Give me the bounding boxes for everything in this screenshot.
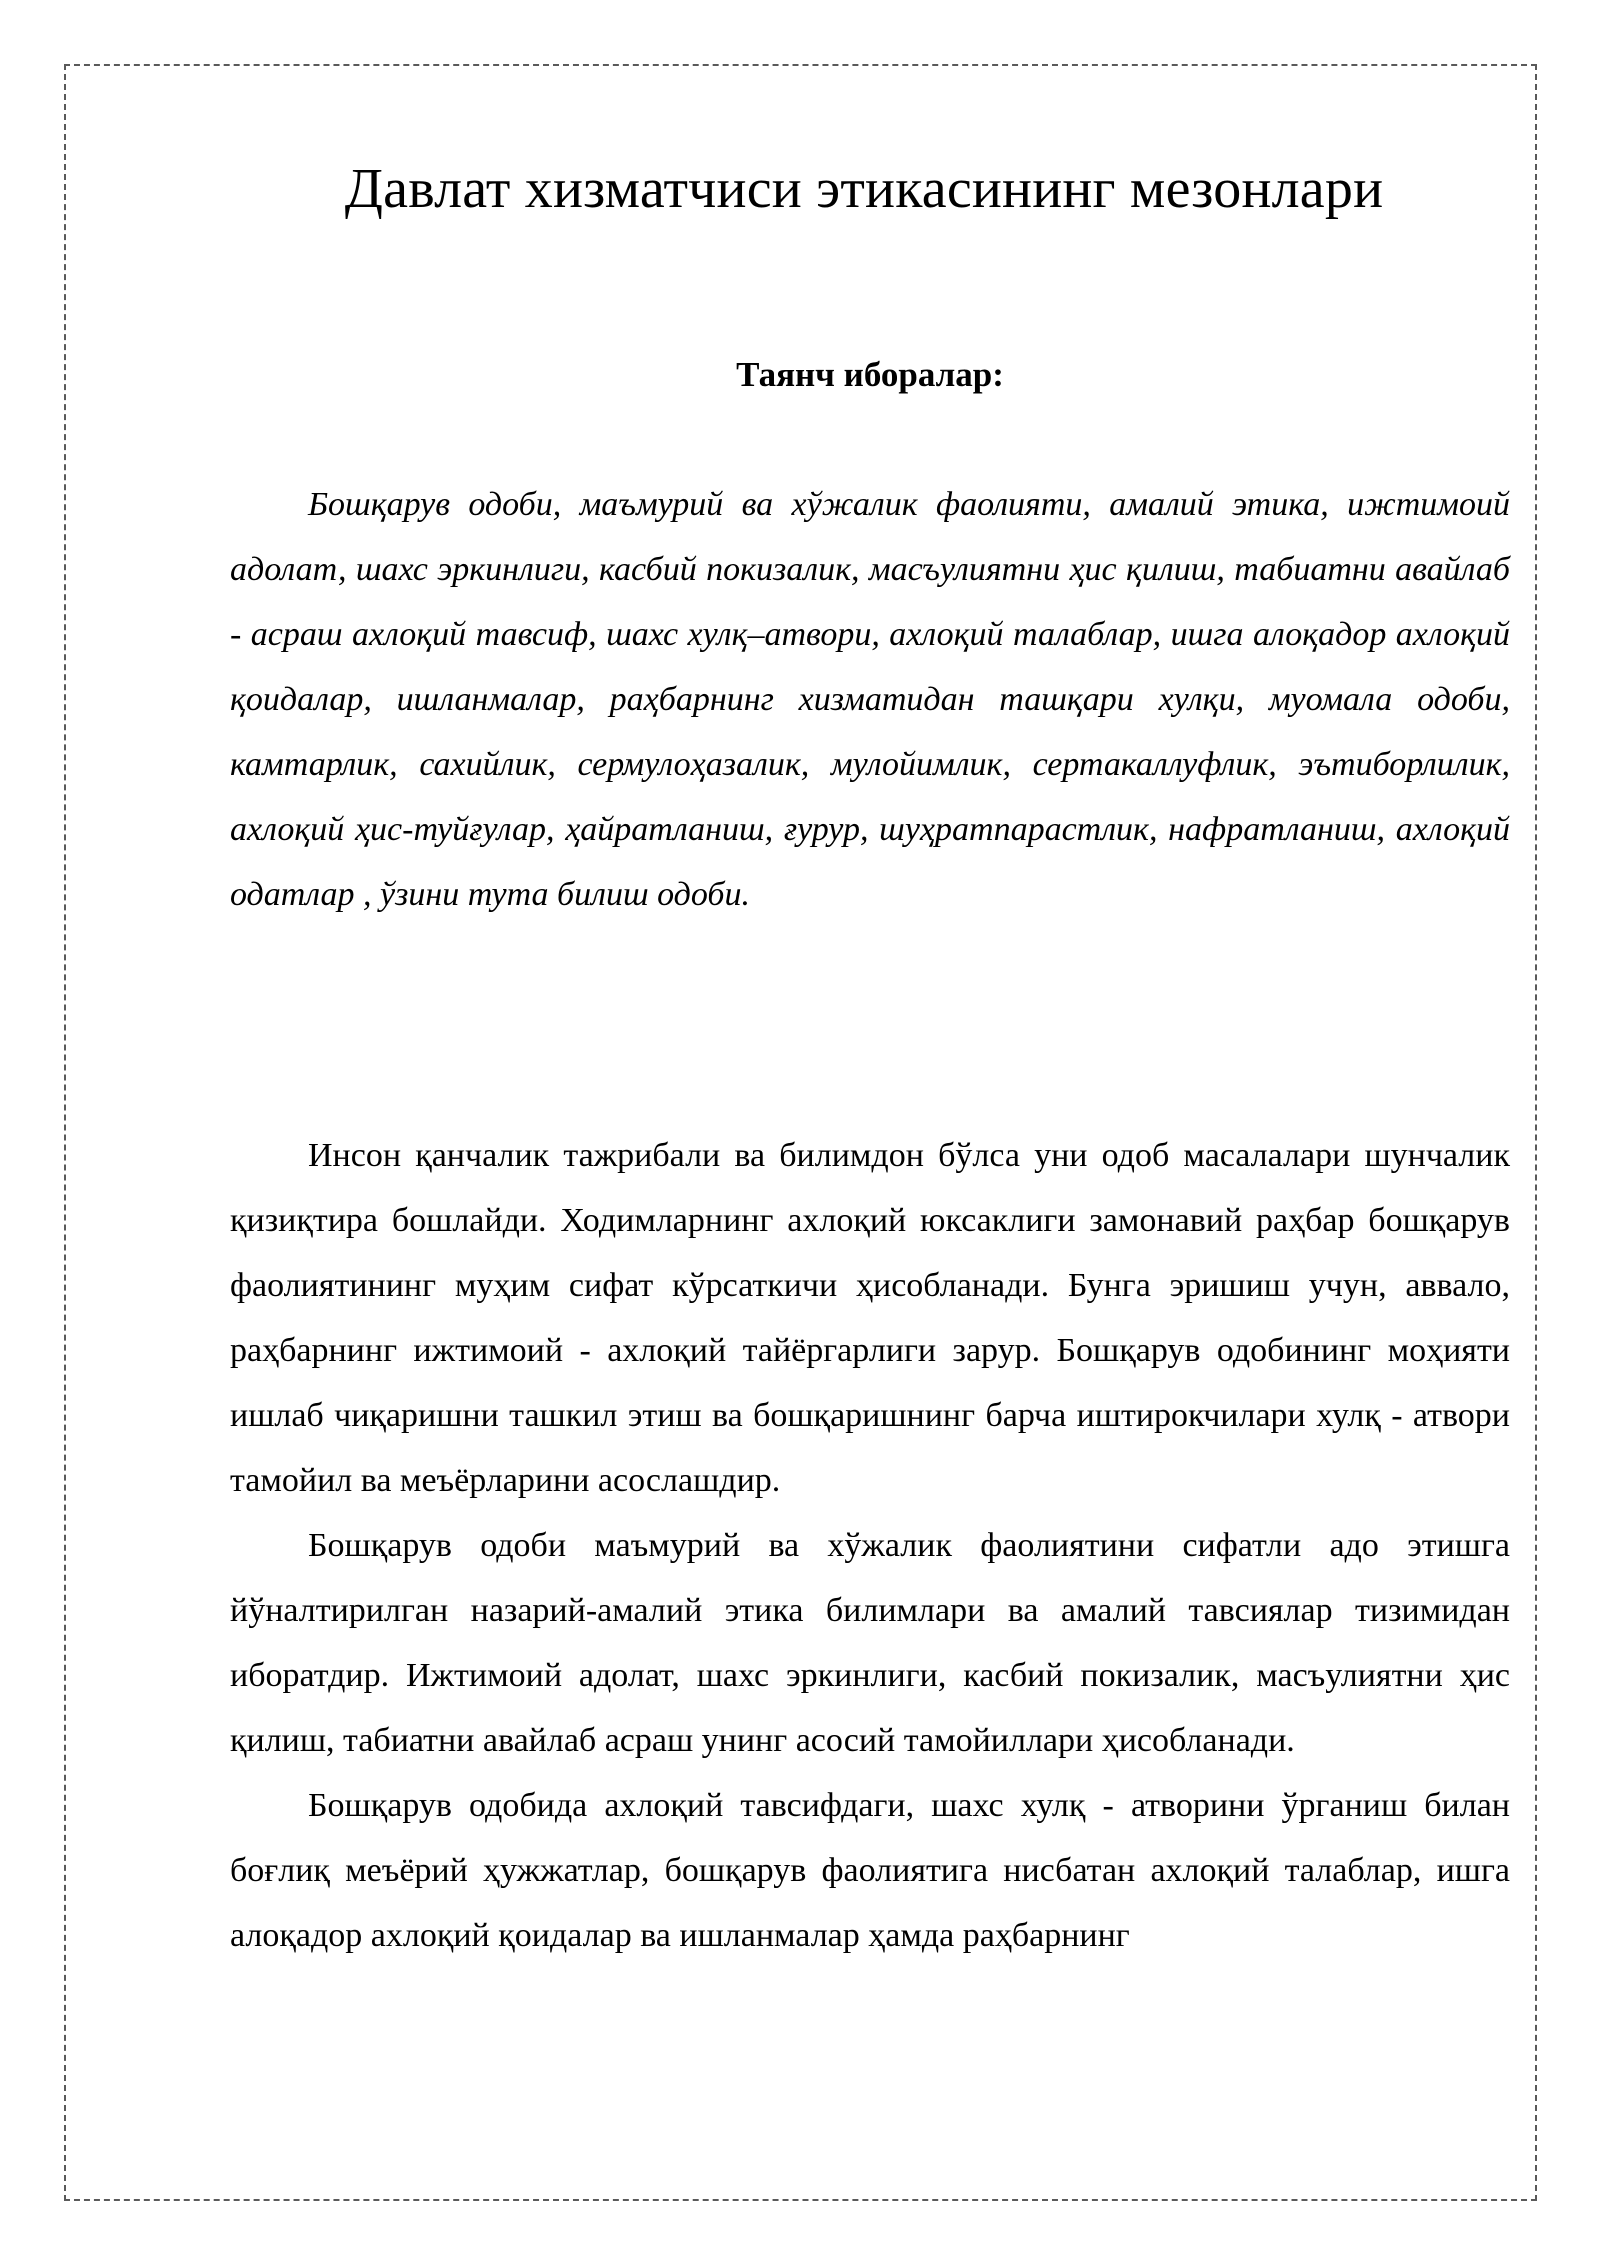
body-text	[230, 1123, 1510, 1968]
keywords-paragraph: Бошқарув одоби, маъмурий ва хўжалик фаолияти, амалий этика, ижтимоий адолат, шахс эркинлиги, касбий покизалик, масъулиятни ҳис қилиш, табиатни авайлаб - асраш ахлоқий тавсиф, шахс хулқ–атвори, ахлоқий талаблар, ишга алоқадор ахлоқий қоидалар, ишланмалар, раҳбарнинг хизматидан ташқари хулқи, муомала одоби, камтарлик, сахийлик, сермулоҳазалик, мулойимлик, сертакаллуфлик, эътиборлилик, ахлоқий ҳис-туйғулар, ҳайратланиш, ғурур, шуҳратпарастлик, нафратланиш, ахлоқий одатлар , ўзини тута билиш одоби.	[230, 486, 1510, 913]
body-paragraph-2: Бошқарув одоби маъмурий ва хўжалик фаолиятини сифатли адо этишга йўналтирилган назарий-амалий этика билимлари ва амалий тавсиялар тизимидан иборатдир. Ижтимоий адолат, шахс эркинлиги, касбий покизалик, масъулиятни ҳис қилиш, табиатни авайлаб асраш унинг асосий тамойиллари ҳисобланади.	[230, 1527, 1510, 1759]
keywords-section	[230, 472, 1510, 927]
body-paragraph-1: Инсон қанчалик тажрибали ва билимдон бўлса уни одоб масалалари шунчалик қизиқтира бошлайди. Ходимларнинг ахлоқий юксаклиги замонавий раҳбар бошқарув фаолиятининг муҳим сифат кўрсаткичи ҳисобланади. Бунга эришиш учун, аввало, раҳбарнинг ижтимоий - ахлоқий тайёргарлиги зарур. Бошқарув одобининг моҳияти ишлаб чиқаришни ташкил этиш ва бошқаришнинг барча иштирокчилари хулқ - атвори тамойил ва меъёрларини асослашдир.	[230, 1137, 1510, 1499]
keywords-heading: Таянч иборалар:	[736, 355, 1004, 394]
body-paragraph-3: Бошқарув одобида ахлоқий тавсифдаги, шахс хулқ - атворини ўрганиш билан боғлиқ меъёрий ҳужжатлар, бошқарув фаолиятига нисбатан ахлоқий талаблар, ишга алоқадор ахлоқий қоидалар ва ишланмалар ҳамда раҳбарнинг	[230, 1787, 1510, 1954]
document-title: Давлат хизматчиси этикасининг мезонлари	[344, 158, 1384, 220]
